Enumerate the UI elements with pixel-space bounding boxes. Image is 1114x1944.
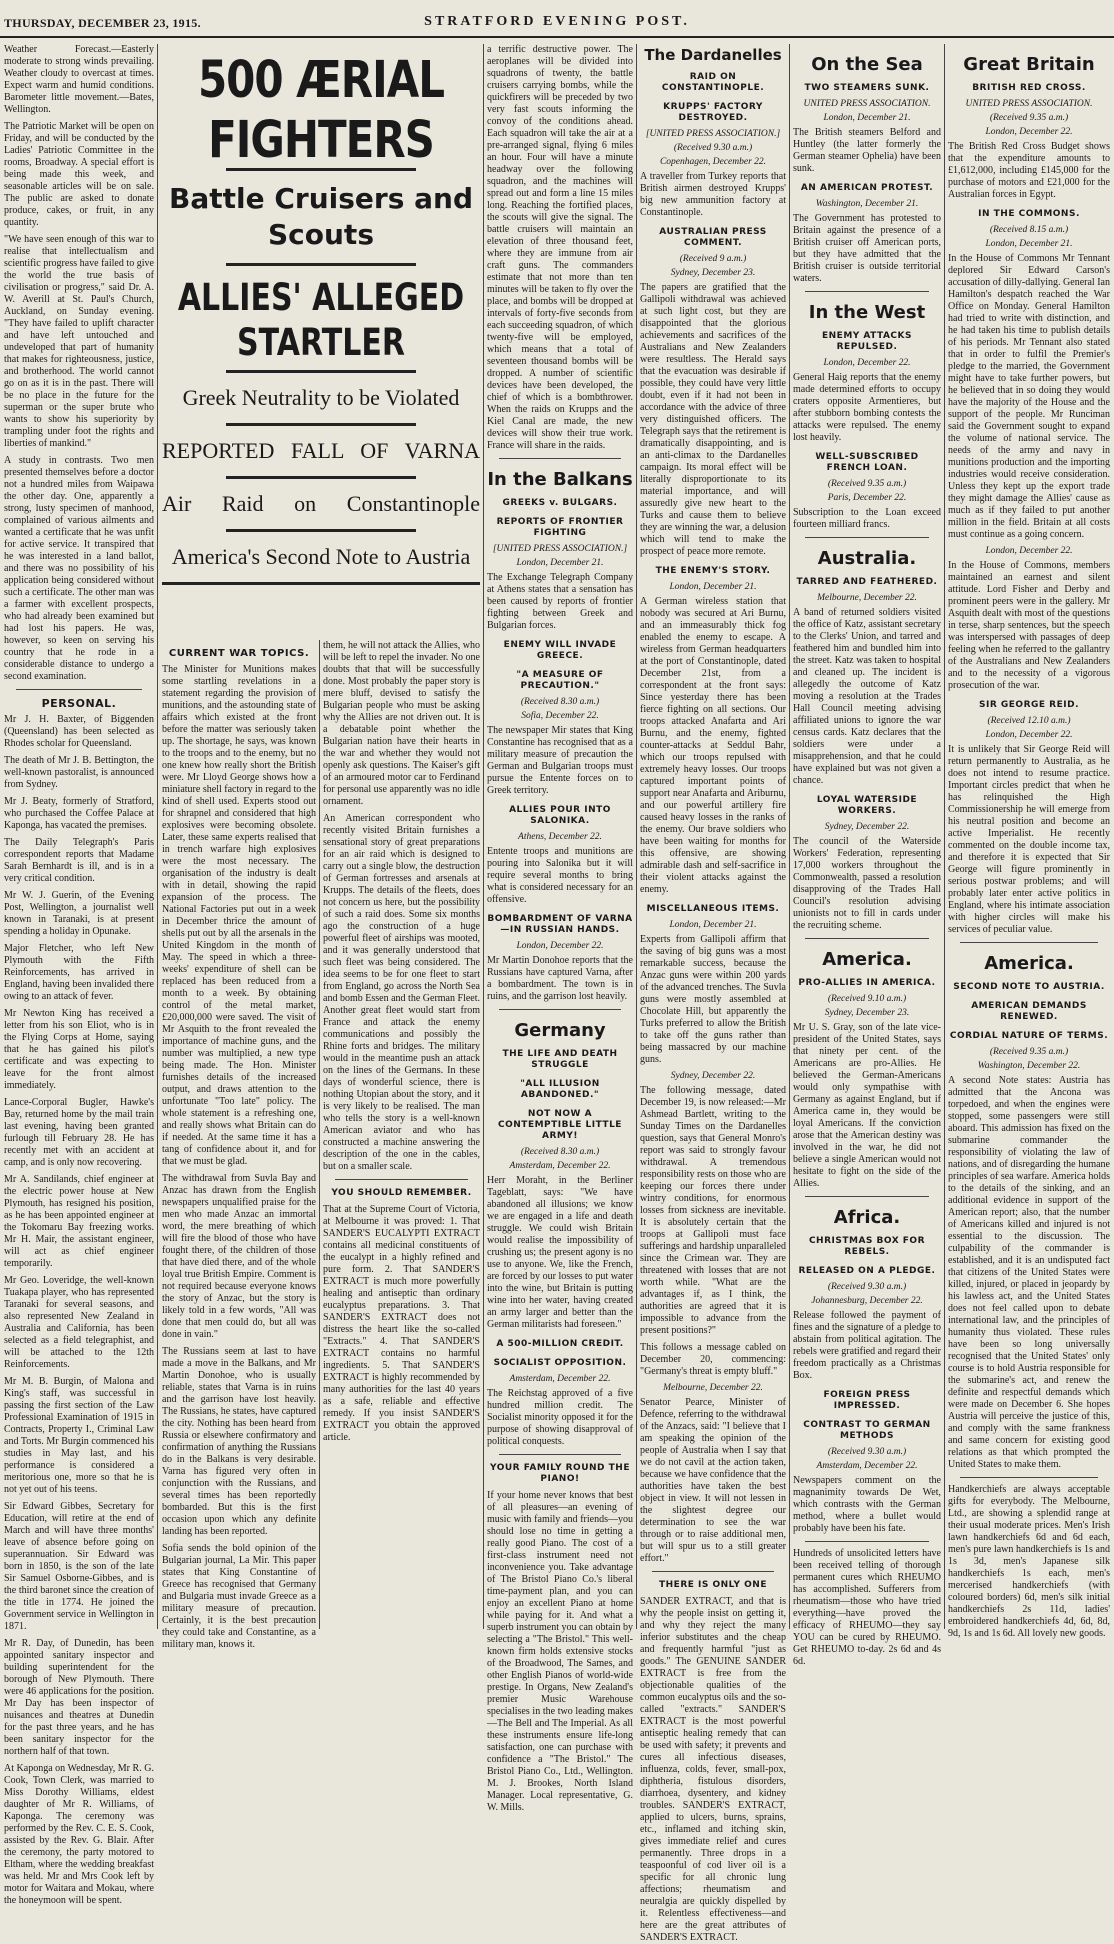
personal-item: Major Fletcher, who left New Plymouth with the Fifth Reinforcements, has arrived in England, having been invalided there owing to an attack of fever. bbox=[4, 943, 154, 1002]
article-paragraph: The papers are gratified that the Gallipoli withdrawal was achieved at such light cost, but they are disappointed that the glorious achievements and sacrifices of the Australians and New Zealanders were resultless. The Herald says that the evacuation was desirable if possible, they could have very little doubt, even if it had not been in accordance with the advice of three very distinguished officers. The Telegraph says that the retirement is dramatically disappointing, and is an anti-climax to the Dardanelles campaign. Its moral effect will be literally disproportionate to its material importance, and will assuredly give new heart to the Turks and cause them to believe they are winning the war, a delusion which will tend to make the prospect of peace more remote. bbox=[640, 282, 786, 557]
received-time: (Received 9.30 a.m.) bbox=[827, 1282, 907, 1292]
article-paragraph: Herr Moraht, in the Berliner Tageblatt, says: "We have abandoned all illusions; we know we are engaged in a life and death struggle. We could wish Britain would realise the impossibility of crushing us; the present agony is no use to anyone. We, like the French, are forced by our losses to put water into the wine, but Britain is putting wine into her water, having created an army larger and better than the German militarists had foreseen." bbox=[487, 1175, 633, 1330]
personal-item: Mr J. H. Baxter, of Biggenden (Queensland) has been selected as Rhodes scholar for Queensland. bbox=[4, 714, 154, 749]
article-paragraph: General Haig reports that the enemy made determined efforts to occupy craters opposite Armentieres, but after stubborn bombing contests the attacks were repulsed. The enemy lost heavily. bbox=[793, 372, 941, 443]
received-time: (Received 8.30 a.m.) bbox=[520, 1147, 600, 1157]
divider bbox=[805, 1541, 929, 1542]
dateline: Athens, December 22. bbox=[518, 832, 602, 842]
advert-heading: YOUR FAMILY ROUND THE PIANO! bbox=[490, 1463, 630, 1484]
received-time: (Received 9.30 a.m.) bbox=[827, 1447, 907, 1457]
dateline: Sydney, December 22. bbox=[824, 822, 910, 832]
paper-title: STRATFORD EVENING POST. bbox=[424, 14, 690, 29]
news-heading: AN AMERICAN PROTEST. bbox=[800, 183, 934, 193]
article-paragraph: The Russians seem at last to have made a move in the Balkans, and Mr Martin Donohoe, who is usually reliable, states that Varna is in ruins and the garrison have lost heavily. The Russians, he states, have captured the city. Nothing has been heard from Russia or elsewhere confirmatory and confirmation of anything the Russians do in the Balkans is very desirable. Varna has figured very often in conjunction with the Russians, and several times has been reportedly bombarded. But this is the first occasion upon which any definite landing has been reported. bbox=[162, 1346, 316, 1537]
article-paragraph: A band of returned soldiers visited the office of Katz, assistant secretary to the Clerks' Union, and tarred and feathered him and bundled him into the street. Katz was taken to hospital and cleaned up. The incident is allegedly the outcome of Katz moving a resolution at the Trades Hall Council meeting advising affiliated unions to ignore the war census cards. Katz declares that the soldiers were under a misapprehension, and that he could have explained but was not given a chance. bbox=[793, 607, 941, 786]
dateline: Melbourne, December 22. bbox=[663, 1383, 763, 1393]
article-paragraph: The council of the Waterside Workers' Federation, representing 17,000 workers throughout the Commonwealth, passed a resolution disapproving of the Trades Hall Council's resolution advising unionists not to fill in cards under the recruiting scheme. bbox=[793, 836, 941, 931]
divider bbox=[805, 537, 929, 538]
divider bbox=[960, 1477, 1098, 1478]
article-paragraph: The following message, dated December 19, is now released:—Mr Ashmead Bartlett, writing to the Sunday Times on the Dardanelles question, says that General Monro's report was said to strongly favour withdrawal. A tremendous responsibility rests on those who are keeping our forces there under wintry conditions, for enormous losses from sickness are inevitable. It is absolutely certain that the troops at Gallipoli must face sufferings and hardship unparalleled since the Crimean war. They are threatened with losses that are not worth while. "What are the advantages if, as I think, the authorities are agreed that it is impossible to advance from the present positions?" bbox=[640, 1085, 786, 1336]
column-rule bbox=[944, 44, 945, 1629]
dateline: London, December 22. bbox=[823, 358, 911, 368]
section-heading: CURRENT WAR TOPICS. bbox=[168, 648, 310, 659]
headline-rule bbox=[226, 263, 417, 266]
article-paragraph: The British steamers Belford and Huntley (the latter formerly the German steamer Ophelia) have been sunk. bbox=[793, 127, 941, 174]
news-heading: SIR GEORGE REID. bbox=[979, 700, 1079, 710]
sub-headline: ALLIES' ALLEGED STARTLER bbox=[177, 276, 465, 365]
news-heading: RAID ON CONSTANTINOPLE. bbox=[661, 72, 765, 93]
column-dardanelles bbox=[487, 44, 633, 1813]
advert-heading: YOU SHOULD REMEMBER. bbox=[331, 1188, 472, 1198]
news-heading: CORDIAL NATURE OF TERMS. bbox=[949, 1031, 1109, 1041]
news-heading: CHRISTMAS BOX FOR REBELS. bbox=[808, 1236, 926, 1257]
divider bbox=[960, 942, 1098, 943]
section-title: On the Sea bbox=[811, 54, 923, 75]
headline-rule bbox=[226, 476, 417, 479]
divider bbox=[805, 291, 929, 292]
news-heading: FOREIGN PRESS IMPRESSED. bbox=[823, 1390, 911, 1411]
article-paragraph: A second Note states: Austria has admitted that the Ancona was torpedoed, and when the engines were stopped, some passengers were still aboard. This admission has fixed on the submarine commander the responsibility of violating the law of nations, and of disregarding the humane principles of sea warfare. America holds to the details of the sinking, and an additional evidence in support of the American report; also, that the number of Americans killed and injured is not essential to the discussion. The culpability of the commander is established, and it is an undisputed fact that citizens of the United States were killed, injured, or placed in jeopardy by his lawless act, and the United States does not feel called upon to debate international law, and the principles of humanity thus violated. These rules have been so long universally recognised that the United States' only course is to hold Austria responsible for the submarine's act, and renew the definite and respectful demands which were made on December 6. She hopes Austria will perceive the justice of this, and comply with the same frankness and same concern for existing good relations as that which prompted the United States to make them. bbox=[948, 1075, 1110, 1470]
news-heading: NOT NOW A CONTEMPTIBLE LITTLE ARMY! bbox=[498, 1109, 622, 1141]
divider bbox=[499, 458, 621, 459]
dateline: Paris, December 22. bbox=[827, 493, 907, 503]
dateline: Amsterdam, December 22. bbox=[816, 1461, 918, 1471]
news-heading: THE ENEMY'S STORY. bbox=[655, 566, 771, 576]
news-heading: SOCIALIST OPPOSITION. bbox=[493, 1358, 627, 1368]
news-heading: BOMBARDMENT OF VARNA—IN RUSSIAN HANDS. bbox=[487, 914, 633, 935]
personal-item: The Daily Telegraph's Paris correspondent reports that Madame Sarah Bernhardt is ill, and is in a very critical condition. bbox=[4, 837, 154, 884]
article-paragraph: Senator Pearce, Minister of Defence, referring to the withdrawal of the Anzacs, said: "I believe that I am speaking the opinion of the people of Australia when I say that we do not cavil at the action taken, because we have confidence that the authorities have taken the best object in view. It will not lessen in the slightest degree our determination to see the war through or to raise additional men, but will spur us to a still greater effort." bbox=[640, 1397, 786, 1564]
personal-item: At Kaponga on Wednesday, Mr R. G. Cook, Town Clerk, was married to Miss Dorothy Williams, eldest daughter of Mr R. Williams, of Kaponga. The ceremony was performed by the Rev. C. E. S. Cook, assisted by the Rev. G. Blair. After the ceremony, the party motored to Eltham, where the wedding breakfast was held. Mr and Mrs Cook left by motor for Waitara and Mokau, where the honeymoon will be spent. bbox=[4, 1763, 154, 1906]
article-paragraph: The withdrawal from Suvla Bay and Anzac has drawn from the English newspapers unqualified praise for the men who made Anzac an immortal word, the mere breathing of which will fire the blood of those who have fought there, of the children of those that have died there, and of the whole loyal true British Empire. Comment is not required because everyone knows the story of Anzac, but the story is likely told in a few words, "All was done that men could do, but all was done in vain." bbox=[162, 1173, 316, 1340]
masthead bbox=[0, 0, 1114, 38]
divider bbox=[652, 1571, 774, 1572]
dateline: London, December 22. bbox=[985, 730, 1073, 740]
sub-headline: America's Second Note to Austria bbox=[171, 544, 471, 569]
article-paragraph: Entente troops and munitions are pouring into Salonika but it will require several months to bring what is considered necessary for an offensive. bbox=[487, 846, 633, 905]
divider bbox=[499, 1009, 621, 1010]
section-title: In the West bbox=[808, 302, 926, 323]
article-paragraph: a terrific destructive power. The aeroplanes will be divided into squadrons of twenty, the battle cruisers carrying bombs, while the quickfirers will be preceded by two very fast scouts informing the convoy of the conditions ahead. Each squadron will take the air at a pre-arranged signal, flying 6 miles an hour. Four will have a minute headway over the following squadron, and the machines will spread out and form a line 15 miles long. Reaching the fortified places, the scouts will give the signal. The battle cruisers will maintain an elevation of three thousand feet, where they are immune from air craft guns. The commanders estimate that not more than ten minutes will be taken to fly over the place, and bombs will be dropped at intervals of forty-five seconds from each succeeding squadron, of which twenty-five will be employed, which means that a total of seventeen thousand bombs will be dropped. A number of scientific devices have been developed, the chief of which is a bombthrower. When the raids on Krupps and the Kiel Canal are made, the new devices will show their true work. France will share in the raids. bbox=[487, 44, 633, 451]
column-sea-west bbox=[793, 44, 941, 1667]
divider bbox=[805, 1196, 929, 1197]
personal-item: Mr J. Beaty, formerly of Stratford, who purchased the Coffee Palace at Kaponga, has vacated the premises. bbox=[4, 796, 154, 831]
dateline: Sydney, December 23. bbox=[824, 1008, 910, 1018]
divider bbox=[499, 1454, 621, 1455]
headline-rule bbox=[226, 370, 417, 373]
section-title: Australia. bbox=[817, 548, 917, 569]
headline-rule bbox=[226, 529, 417, 532]
article-paragraph: The Minister for Munitions makes some startling revelations in a statement regarding the provision of munitions, and the astounding state of affairs which existed at the front before the matter was seriously taken up. The shortage, he says, was known to the troops and to the enemy, but no one knew how really short the British were. Mr Lloyd George shows how a miniature shell factory in regard to the kind of shell used. Experts stood out for shrapnel and considered that high explosives were becoming obsolete. Later, these same experts realised that in trench warfare high explosives were the most necessary. The organisation of the industry is dealt with in detail, showing the rapid expansion of the process. The National Factories put out in a week in December thrice the amount of shells put out by all the arsenals in the United Kingdom in the month of May. The speed in which a three-weeks' expenditure of shell can be replaced has been reduced from a month to a week. By obtaining control of the metal market, £20,000,000 were saved. The visit of Mr Asquith to the front revealed the importance of machine guns, and the number was multiplied, a new type being made. The Hon. Minister furnishes details of the increased output, and draws attention to the unfortunate "Too late" policy. The whole statement is a refreshing one, and really shows what Britain can do if needed. At the same time it has a tang of confidence about it, and for that we must be glad. bbox=[162, 664, 316, 1167]
dateline: London, December 22. bbox=[985, 127, 1073, 137]
sub-headline: Battle Cruisers and Scouts bbox=[169, 182, 473, 251]
column-rule bbox=[319, 640, 320, 1629]
column-rule bbox=[483, 44, 484, 1629]
article-paragraph: Experts from Gallipoli affirm that the saving of big guns was a most remarkable success, because the Anzac guns were within 200 yards of the advanced trenches. The Suvla guns were mostly assembled at Chocolate Hill, but apparently the Turks preferred to allow the British to take off the guns rather than being massacred by our machine guns. bbox=[640, 934, 786, 1065]
column-war-topics-b bbox=[323, 640, 480, 1629]
headline-rule bbox=[226, 423, 417, 426]
weather-forecast: Weather Forecast.—Easterly moderate to strong winds prevailing. Weather cloudy to overcast at times. Expect warm and humid conditions. Barometer little movement.—Bates, Wellington. bbox=[4, 44, 154, 115]
agency-credit: UNITED PRESS ASSOCIATION. bbox=[803, 99, 931, 109]
article-paragraph: Release followed the payment of fines and the signature of a pledge to abstain from political agitation. The rebels were gratified and regard their freedom practically as a Christmas Box. bbox=[793, 1310, 941, 1381]
section-title: In the Balkans bbox=[487, 469, 633, 490]
news-heading: "A MEASURE OF PRECAUTION." bbox=[516, 670, 604, 691]
news-heading: WELL-SUBSCRIBED FRENCH LOAN. bbox=[815, 452, 919, 473]
personal-item: Mr A. Sandilands, chief engineer at the electric power house at New Plymouth, has resigned his position, as he has been appointed engineer at the Tokomaru Bay freezing works. Mr H. Mair, the assistant engineer, will act as chief engineer temporarily. bbox=[4, 1174, 154, 1269]
news-heading: TARRED AND FEATHERED. bbox=[796, 577, 938, 587]
dateline: Sofia, December 22. bbox=[521, 711, 599, 721]
news-heading: IN THE COMMONS. bbox=[978, 209, 1080, 219]
section-title: Africa. bbox=[833, 1207, 901, 1228]
news-heading: AMERICAN DEMANDS RENEWED. bbox=[971, 1001, 1087, 1022]
dateline: Johannesburg, December 22. bbox=[811, 1296, 923, 1306]
article-paragraph: Mr Martin Donohoe reports that the Russians have captured Varna, after a bombardment. The town is in ruins, and the garrison lost heavily. bbox=[487, 955, 633, 1002]
column-dardanelles-cont bbox=[640, 44, 786, 1943]
article-paragraph: Newspapers comment on the magnanimity towards De Wet, which contrasts with the German method, where a bullet would probably have been his fate. bbox=[793, 1475, 941, 1534]
news-heading: KRUPPS' FACTORY DESTROYED. bbox=[663, 102, 763, 123]
column-rule bbox=[636, 44, 637, 1629]
dateline: Amsterdam, December 22. bbox=[509, 1374, 611, 1384]
dateline: Sydney, December 23. bbox=[670, 268, 756, 278]
agency-credit: UNITED PRESS ASSOCIATION. bbox=[965, 99, 1093, 109]
personal-item: Sir Edward Gibbes, Secretary for Education, will retire at the end of March and will have three months' leave of absence before going on superannuation. Sir Edward was born in 1850, is the son of the late Sir Samuel Osborne-Gibbes, and is the third baronet since the creation of the title in 1774. He joined the Government service in Wellington in 1871. bbox=[4, 1501, 154, 1632]
personal-item: Mr Newton King has received a letter from his son Eliot, who is in the Flying Corps at Home, saying that he has gained his pilot's certificate and was expecting to leave for the front almost immediately. bbox=[4, 1008, 154, 1091]
personal-item: Mr Geo. Loveridge, the well-known Tuakapa player, who has represented Taranaki for several seasons, and also represented New Zealand in Australia and California, has been selected as a field telegraphist, and will be attached to the 12th Reinforcements. bbox=[4, 1275, 154, 1370]
article-paragraph: Sofia sends the bold opinion of the Bulgarian journal, La Mir. This paper states that King Constantine of Greece has recognised that Germany and Bulgaria must invade Greece as a military measure of precaution. Certainly, it is the best precaution they could take and Constantine, as a military man, knows it. bbox=[162, 1543, 316, 1650]
news-heading: SECOND NOTE TO AUSTRIA. bbox=[953, 982, 1105, 992]
column-great-britain bbox=[948, 44, 1110, 1639]
advert-text: That at the Supreme Court of Victoria, at Melbourne it was proved: 1. That SANDER'S EUCALYPTI EXTRACT contains all medicinal constituents of the eucalypt in a highly refined and pure form. 2. That SANDER'S EXTRACT is much more powerfully healing and antiseptic than ordinary eucalyptus preparations. 3. That SANDER'S EXTRACT does not distress the heart like the so-called "Extracts." 4. That SANDER'S EXTRACT contains no harmful ingredients. 5. That SANDER'S EXTRACT is highly recommended by many authorities for the last 40 years as a safe, reliable and effective remedy. If you insist SANDER'S EXTRACT you obtain the approved article. bbox=[323, 1204, 480, 1443]
article-paragraph: "We have seen enough of this war to realise that intellectualism and scientific progress have failed to give the world the true basis of civilisation or progress," said Dr. A. W. Averill at St. Paul's Church, Auckland, on Sunday evening. "They have failed to uplift character and have left untouched and undeveloped that part of humanity that makes for righteousness, justice, and brotherhood. The world cannot go on as it is in the past. There will be no place in the future for the superman or the super brute who wants to show his superiority by trampling under foot the rights and liberties of mankind." bbox=[4, 234, 154, 449]
personal-item: Mr M. B. Burgin, of Malona and King's staff, was successful in passing the first section of the Law Professional Examination of 1915 in Contracts, Property I., Criminal Law and Torts. Mr Burgin commenced his studies in May last, and his performance is considered a meritorious one, more so that he is not yet out of his teens. bbox=[4, 1376, 154, 1495]
personal-item: Mr R. Day, of Dunedin, has been appointed sanitary inspector and building superintendent for the borough of New Plymouth. There were 46 applications for the position. Mr Day has been inspector of nuisances and theatres at Dunedin for the past three years, and he has been sanitary inspector for the northern half of that town. bbox=[4, 1638, 154, 1757]
article-paragraph: The Government has protested to Britain against the presence of a British cruiser off American ports, but they have admitted that the British cruiser is outside territorial waters. bbox=[793, 213, 941, 284]
news-heading: LOYAL WATERSIDE WORKERS. bbox=[816, 795, 918, 816]
section-title: Great Britain bbox=[963, 54, 1095, 75]
dateline: Amsterdam, December 22. bbox=[509, 1161, 611, 1171]
article-paragraph: The newspaper Mir states that King Constantine has recognised that as a military measure of precaution the German and Bulgarian troops must pursue the Entente forces on to Greek territory. bbox=[487, 725, 633, 796]
section-title: America. bbox=[822, 949, 912, 970]
column-rule bbox=[789, 44, 790, 1629]
news-heading: ENEMY ATTACKS REPULSED. bbox=[821, 331, 912, 352]
main-headline: 500 ÆRIAL FIGHTERS bbox=[197, 50, 445, 169]
column-rule bbox=[157, 44, 158, 1629]
personal-item: Mr W. J. Guerin, of the Evening Post, Wellington, a journalist well known in Taranaki, is at present spending a holiday in Opunake. bbox=[4, 890, 154, 937]
article-paragraph: It is unlikely that Sir George Reid will return permanently to Australia, as he does not intend to resume practice. Important circles predict that when he has relinquished the High Commissionership he will emerge from his neutral position and become an active Imperialist. He recently commented on the double income tax, and therefore it is expected that Sir George will figure prominently in serious postwar problems; and will probably later enter active politics in England, where his intimate association with higher circles will make his services of peculiar value. bbox=[948, 744, 1110, 935]
dateline: Washington, December 21. bbox=[815, 199, 919, 209]
news-heading: RELEASED ON A PLEDGE. bbox=[798, 1266, 936, 1276]
news-heading: CONTRAST TO GERMAN METHODS bbox=[803, 1420, 931, 1441]
article-paragraph: In the House of Commons, members maintained an earnest and silent attitude. Lord Fisher and Derby and prominent peers were in the gallery. Mr Asquith dealt with most of the questions in terse, sharp sentences, but the speech was interspersed with passages of deep feeling when he referred to the gallantry of the Australians and New Zealanders and to the necessity of a vigorous prosecution of the war. bbox=[948, 560, 1110, 691]
article-paragraph: The British Red Cross Budget shows that the expenditure amounts to £1,612,000, including £145,000 for the purchase of motors and £21,000 for the Australian forces in Egypt. bbox=[948, 141, 1110, 200]
agency-credit: [UNITED PRESS ASSOCIATION.] bbox=[492, 544, 628, 554]
sub-headline: REPORTED FALL OF VARNA bbox=[162, 438, 480, 463]
news-heading: GREEKS v. BULGARS. bbox=[502, 498, 618, 508]
received-time: (Received 9 a.m.) bbox=[679, 254, 747, 264]
news-heading: PRO-ALLIES IN AMERICA. bbox=[798, 978, 936, 988]
dateline: Sydney, December 22. bbox=[670, 1071, 756, 1081]
news-heading: ALLIES POUR INTO SALONIKA. bbox=[509, 805, 611, 826]
article-paragraph: In the House of Commons Mr Tennant deplored Sir Edward Carson's accusation of dilly-dallying. General Ian Hamilton's despatch reached the War Office on Monday. General Hamilton had tried to write with distinction, and he had taken his time to publish details of his periods. Mr Tennant also stated that in order to fulfil the Premier's pledge to the married, the Government might have to take further powers, but he believed that in so doing they would have the majority of the House and the support of the people. Mr Runciman said the Government sought to expand the volume of national service. The needs of the army and navy in munitions production and the importing industries would receive consideration. Unless they kept up the export trade they might damage the Allies' cause as much as if they failed to put another million in the field. Britain at all costs must continue as a going concern. bbox=[948, 253, 1110, 540]
advert-text: Hundreds of unsolicited letters have been received telling of thorough permanent cures which RHEUMO has accomplished. Sufferers from rheumatism—those who have tried everything—have proved the efficacy of RHEUMO—they say YOU can be cured by RHEUMO. Get RHEUMO to-day. 2s 6d and 4s 6d. bbox=[793, 1548, 941, 1667]
personal-item: Lance-Corporal Bugler, Hawke's Bay, returned home by the mail train last evening, having been granted furlough till February 28. He has recently met with an accident at camp, and is only now recovering. bbox=[4, 1097, 154, 1168]
article-paragraph: The Patriotic Market will be open on Friday, and will be conducted by the Ladies' Patriotic Committee in the rooms, Broadway. A special effort is being made this week, and seasonable articles will be on sale. The public are asked to donate produce, cakes, or fruit, in any quantity. bbox=[4, 121, 154, 228]
article-paragraph: An American correspondent who recently visited Britain furnishes a sensational story of great preparations for an air raid which is designed to carry out a single blow, the destruction of German fortresses and arsenals at Krupps. The details of the fleets, does not concern us here, but the possibility of such a raid does. Some six months ago the construction of a huge powerful fleet of airships was mooted, and it was generally understood that such fleet was being considered. The idea seems to be for one fleet to start from England, go across the North Sea and bomb Essen and the German Fleet. Another great fleet would start from France and attack the enemy communications and possibly the Rhine forts and bridges. The military would in the meantime push an attack on the lines of the Germans. In these days of wonderful science, there is nothing Utopian about the story, and it is very likely to be realised. The man who tells the story is a well-known American aviator and who has constructed a machine answering the description of the one in the cables, but on a smaller scale. bbox=[323, 813, 480, 1172]
article-paragraph: This follows a message cabled on December 20, commencing: "Germany's threat is empty bluff." bbox=[640, 1342, 786, 1377]
news-heading: BRITISH RED CROSS. bbox=[972, 83, 1086, 93]
received-time: (Received 9.35 a.m.) bbox=[827, 479, 907, 489]
issue-date: THURSDAY, DECEMBER 23, 1915. bbox=[4, 16, 201, 30]
section-title: America. bbox=[984, 953, 1074, 974]
headline-block bbox=[162, 44, 480, 640]
personal-item: The death of Mr J. B. Bettington, the well-known pastoralist, is announced from Sydney. bbox=[4, 755, 154, 790]
agency-credit: [UNITED PRESS ASSOCIATION.] bbox=[645, 129, 781, 139]
sub-headline: Greek Neutrality to be Violated bbox=[182, 385, 460, 410]
dateline: London, December 21. bbox=[669, 582, 757, 592]
news-heading: REPORTS OF FRONTIER FIGHTING bbox=[496, 517, 624, 538]
received-time: (Received 8.15 a.m.) bbox=[989, 225, 1069, 235]
received-time: (Received 8.30 a.m.) bbox=[520, 697, 600, 707]
received-time: (Received 9.10 a.m.) bbox=[827, 994, 907, 1004]
column-war-topics-a bbox=[162, 640, 316, 1650]
news-heading: ENEMY WILL INVADE GREECE. bbox=[503, 640, 617, 661]
advert-heading: THERE IS ONLY ONE bbox=[659, 1580, 767, 1590]
article-paragraph: Mr U. S. Gray, son of the late vice-president of the United States, says that ninety per cent. of the Americans are pro-Allies. He believed the German-Americans would only sympathise with Germany as against England, but if America came in, they would be loyal Americans. If the conviction arose that the American destiny was involved in the war, he did not believe a single American would not hesitate to fight on the side of the Allies. bbox=[793, 1022, 941, 1189]
dateline: London, December 22. bbox=[516, 941, 604, 951]
news-heading: MISCELLANEOUS ITEMS. bbox=[646, 904, 780, 914]
sub-headline: Air Raid on Constantinople bbox=[162, 491, 480, 516]
article-paragraph: A study in contrasts. Two men presented themselves before a doctor not a hundred miles from Waipawa the other day. One, apparently a strong, lusty specimen of manhood, complained of various ailments and wanted a certificate that he was unfit for active service. It transpired that he was interested in a land ballot, and there was no possibility of his application being considered without such a certificate. The other man was a farmer with excellent prospects, who had already been examined but had lost his papers. He was, however, so keen on serving his country that he rode in a considerable distance to undergo a second examination. bbox=[4, 455, 154, 682]
received-time: (Received 9.35 a.m.) bbox=[989, 113, 1069, 123]
received-time: (Received 9.35 a.m.) bbox=[989, 1047, 1069, 1057]
article-paragraph: A traveller from Turkey reports that British airmen destroyed Krupps' big new ammunition factory at Constantinople. bbox=[640, 171, 786, 218]
dateline: London, December 22. bbox=[985, 546, 1073, 556]
dateline: Washington, December 22. bbox=[977, 1061, 1081, 1071]
news-heading: "ALL ILLUSION ABANDONED." bbox=[520, 1079, 600, 1100]
divider bbox=[805, 938, 929, 939]
advert-text: If your home never knows that best of all pleasures—an evening of music with family and friends—you should lose no time in getting a really good Piano. The cost of a first-class instrument need not inconvenience you. Take advantage of The Bristol Piano Co.'s liberal time-payment plan, and you can enjoy an excellent Piano at home while paying for it. And what a superb instrument you can obtain by selecting a "The Bristol." This well-known firm holds extensive stocks of the Broadwood, The Sames, and other English Pianos of world-wide prestige. In Organs, New Zealand's premier Music Warehouse specialises in the two leading makes—The Bell and The Imperial. As all these instruments ensure life-long satisfaction, one can purchase with confidence a "The Bristol." The Bristol Piano Co., Ltd., Wellington. M. J. Brookes, North Island Manager. Local representative, G. W. Mills. bbox=[487, 1490, 633, 1813]
article-paragraph: them, he will not attack the Allies, who will be left to repel the invader. No one doubts that that will be successfully done. Most probably the paper story is mere bluff, devised to satisfy the Bulgarian people who must be asking why the Allies are not driven out. It is a debatable point whether the Bulgarian nation have their hearts in the war and whether they would not openly ask questions. The Kaiser's gift of an armoured motor car to Ferdinand for personal use apparently was no idle ornament. bbox=[323, 640, 480, 807]
dateline: Copenhagen, December 22. bbox=[659, 157, 767, 167]
received-time: (Received 12.10 a.m.) bbox=[987, 716, 1071, 726]
news-heading: TWO STEAMERS SUNK. bbox=[804, 83, 930, 93]
advert-text: Handkerchiefs are always acceptable gifts for everybody. The Melbourne, Ltd., are showing a splendid range at their usual moderate prices. Men's Irish lawn handkerchiefs 6d and 6d each, men's pure lawn handkerchiefs is 1s and 1s 3d, men's Japanese silk handkerchiefs 1s each, men's mercerised handkerchiefs (with coloured borders) 6d, men's silk initial handkerchiefs 2s 11d, ladies' embroidered handkerchiefs 4d, 6d, 8d, 9d, 1s and 1s 6d. All lovely new goods. bbox=[948, 1484, 1110, 1639]
article-paragraph: The Exchange Telegraph Company at Athens states that a sensation has been caused by reports of frontier fighting between Greek and Bulgarian forces. bbox=[487, 572, 633, 631]
news-heading: A 500-MILLION CREDIT. bbox=[496, 1339, 624, 1349]
dateline: London, December 21. bbox=[823, 113, 911, 123]
dateline: London, December 21. bbox=[516, 558, 604, 568]
article-paragraph: The Reichstag approved of a five hundred million credit. The Socialist minority opposed it for the purpose of showing disapproval of political conquests. bbox=[487, 1388, 633, 1447]
section-title: Germany bbox=[514, 1020, 606, 1041]
article-paragraph: Subscription to the Loan exceed fourteen milliard francs. bbox=[793, 507, 941, 530]
received-time: (Received 9.30 a.m.) bbox=[673, 143, 753, 153]
advert-text: SANDER EXTRACT, and that is why the people insist on getting it, and why they reject the many inferior substitutes and the cheap and frequently harmful "just as goods." The GENUINE SANDER EXTRACT is free from the objectionable qualities of the common eucalyptus oils and the so-called "extracts." SANDER'S EXTRACT is the most powerful antiseptic healing remedy that can be used with safety; it prevents and cures all infectious diseases, influenza, colds, fever, small-pox, diphtheria, fistulous disorders, diarrhoea, dysentery, and kidney troubles. SANDER'S EXTRACT, applied to ulcers, burns, sprains, etc., inflamed and itching skin, gives immediate relief and cures permanently. Three drops in a teaspoonful of cod liver oil is a specific for all chronic lung affections; rheumatism and neuralgia are quickly dispelled by it. Relentless effectiveness—and here are the great attributes of SANDER'S EXTRACT. bbox=[640, 1596, 786, 1943]
column-local-news bbox=[4, 44, 154, 1906]
dateline: London, December 21. bbox=[985, 239, 1073, 249]
news-heading: AUSTRALIAN PRESS COMMENT. bbox=[659, 227, 767, 248]
dateline: London, December 21. bbox=[669, 920, 757, 930]
section-title: The Dardanelles bbox=[644, 46, 782, 64]
divider bbox=[335, 1179, 468, 1180]
dateline: Melbourne, December 22. bbox=[817, 593, 917, 603]
news-heading: THE LIFE AND DEATH STRUGGLE bbox=[502, 1049, 618, 1070]
divider bbox=[16, 689, 142, 690]
headline-rule bbox=[162, 582, 480, 585]
article-paragraph: A German wireless station that nobody was secured at Ari Burnu, and an immeasurably thick fog enabled the enemy to escape. A wireless from German headquarters at the port of Constantinople, dated December 21st, from a correspondent at the front says: Since yesterday there has been fierce fighting on all sections. Our troops attacked Anafarta and Ari Burnu, and the enemy, fighted counter-attacks at Seddul Bahr, which our troops repulsed with extremely heavy losses. Our troops captured important points of support near Anafarta and Ariburnu, and our powerful artillery fire caused heavy losses in the ranks of the enemy. Our brave soldiers who have been waiting for months for this offensive, are showing admirable dash and self-sacrifice in their violent attacks against the enemy. bbox=[640, 596, 786, 895]
section-heading: PERSONAL. bbox=[41, 697, 117, 710]
